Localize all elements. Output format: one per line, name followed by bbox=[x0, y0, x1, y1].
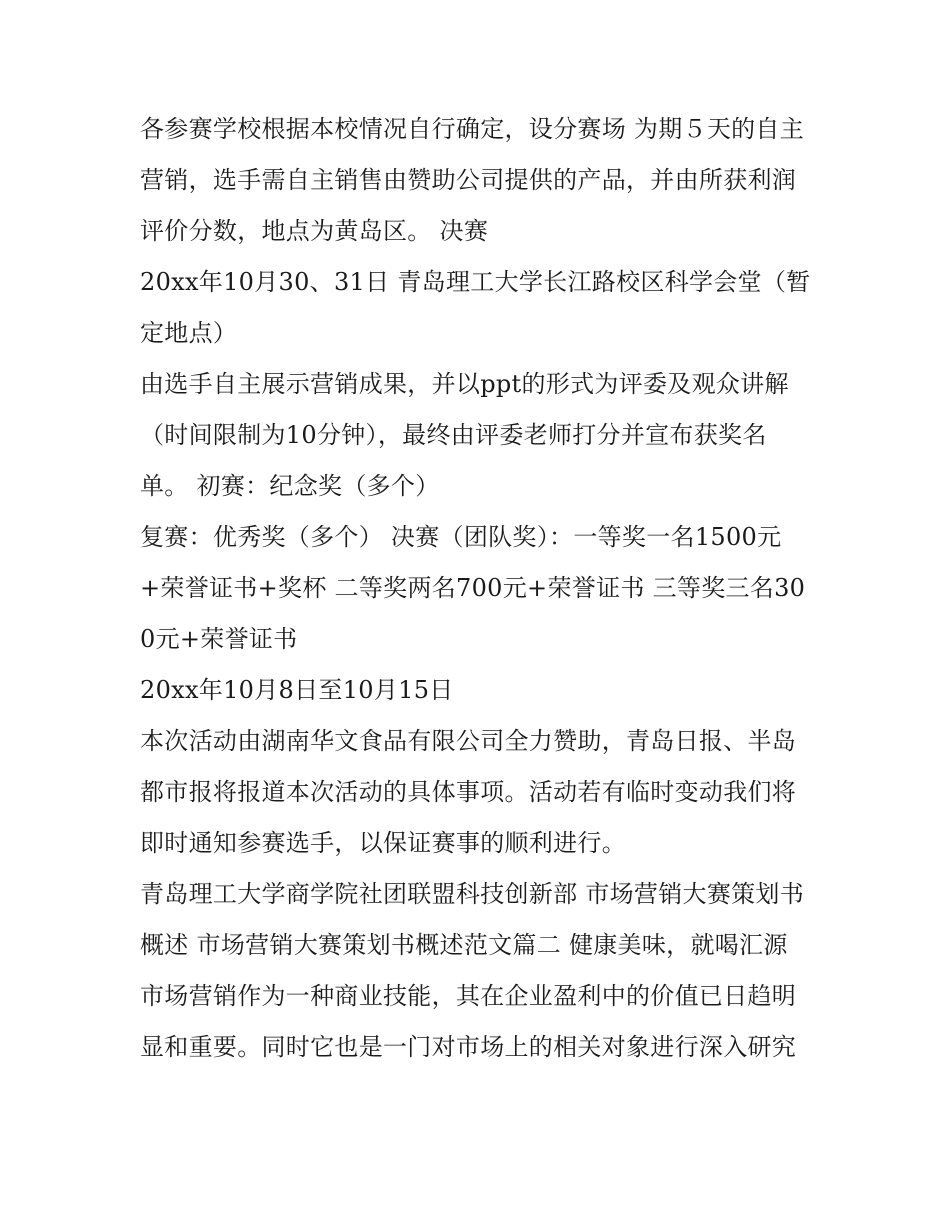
paragraph-marketing-intro: 市场营销作为一种商业技能，其在企业盈利中的价值已日趋明显和重要。同时它也是一门对市场上的相关对象进行深入研究 bbox=[140, 982, 797, 1061]
document-body bbox=[140, 104, 812, 1073]
paragraph-organizer-title: 青岛理工大学商学院社团联盟科技创新部 市场营销大赛策划书概述 市场营销大赛策划书概述范文篇二 健康美味，就喝汇源 bbox=[140, 880, 805, 959]
paragraph-final-date-venue: 20xx年10月30、31日 青岛理工大学长江路校区科学会堂（暂定地点） bbox=[140, 268, 811, 347]
paragraph-sponsorship: 本次活动由湖南华文食品有限公司全力赞助，青岛日报、半岛都市报将报道本次活动的具体事项。活动若有临时变动我们将即时通知参赛选手，以保证赛事的顺利进行。 bbox=[140, 727, 797, 857]
paragraph-event-dates: 20xx年10月8日至10月15日 bbox=[140, 676, 454, 704]
paragraph-final-presentation: 由选手自主展示营销成果，并以ppt的形式为评委及观众讲解（时间限制为10分钟），最终由评委老师打分并宣布获奖名单。 初赛：纪念奖（多个） bbox=[140, 370, 789, 500]
paragraph-competition-format: 各参赛学校根据本校情况自行确定，设分赛场 为期５天的自主营销，选手需自主销售由赞助公司提供的产品，并由所获利润评价分数，地点为黄岛区。 决赛 bbox=[140, 115, 805, 245]
paragraph-awards: 复赛：优秀奖（多个） 决赛（团队奖）：一等奖一名1500元+荣誉证书+奖杯 二等奖两名700元+荣誉证书 三等奖三名300元+荣誉证书 bbox=[140, 523, 806, 653]
